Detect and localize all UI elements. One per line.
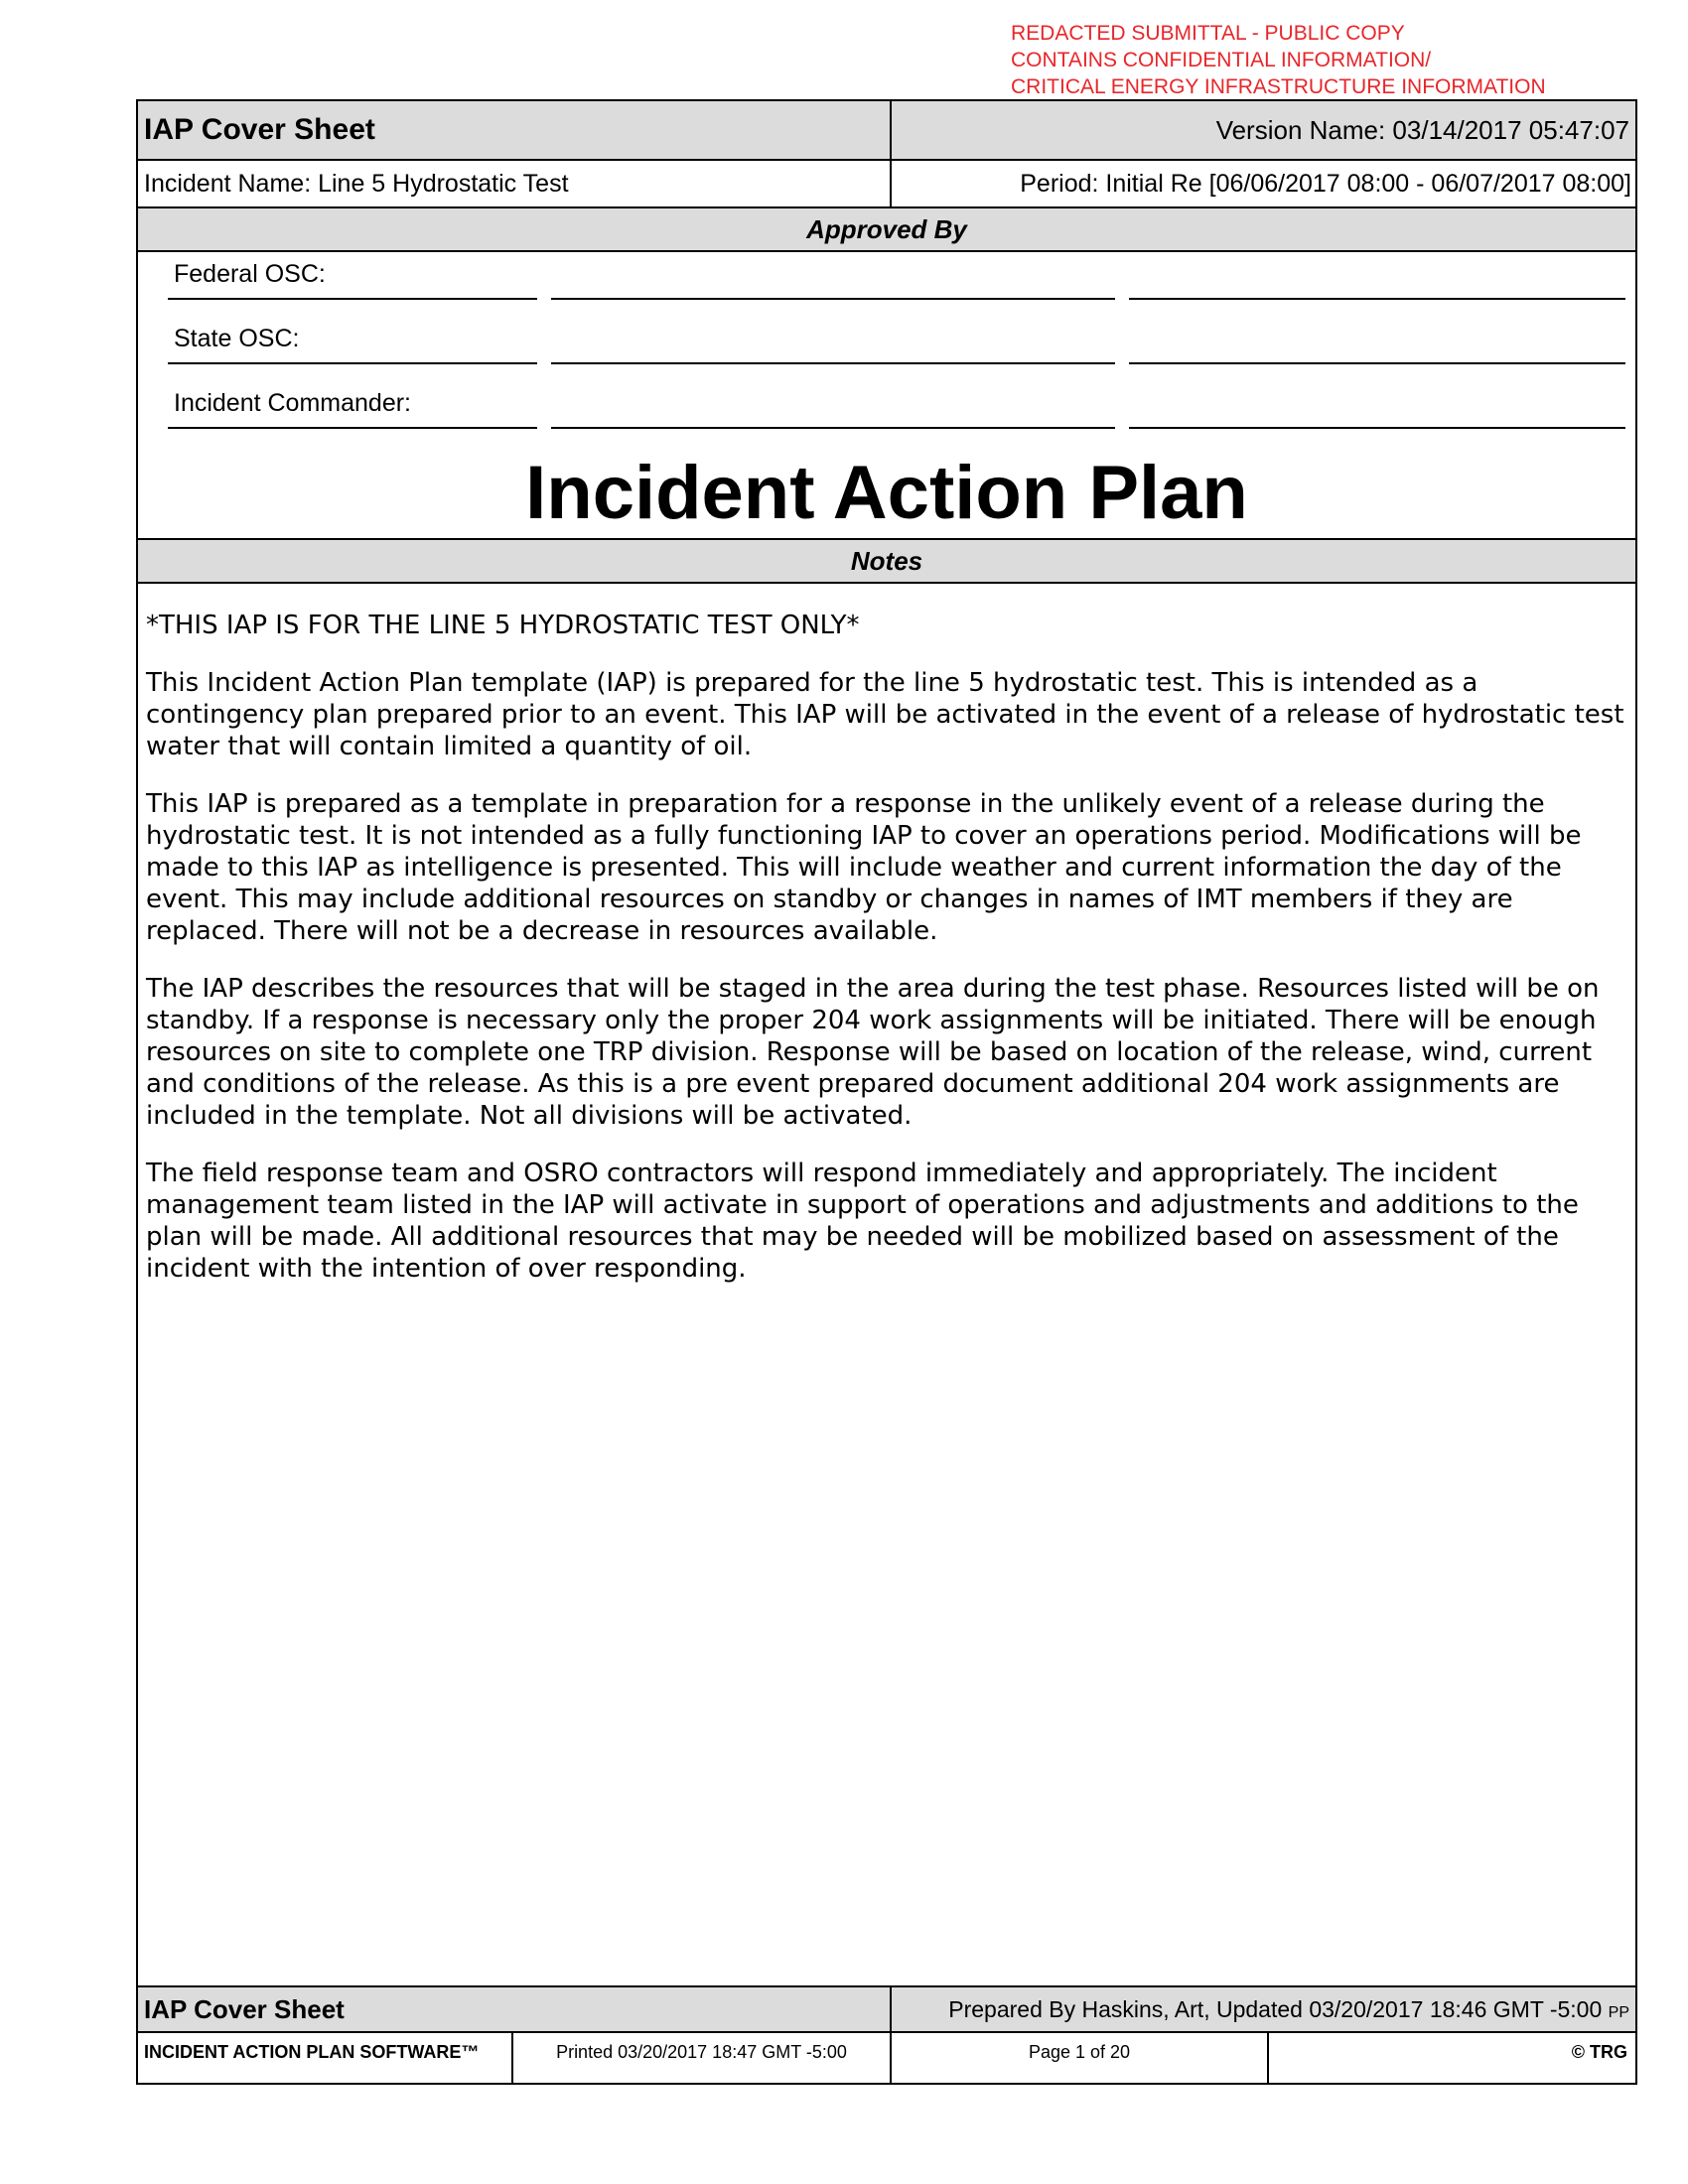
state-osc-date-line[interactable] bbox=[1129, 362, 1625, 364]
federal-osc-name-line[interactable] bbox=[168, 298, 537, 300]
software-name: INCIDENT ACTION PLAN SOFTWARE™ bbox=[144, 2042, 480, 2062]
incident-commander-signature-line[interactable] bbox=[551, 427, 1115, 429]
notes-paragraph: This IAP is prepared as a template in preparation for a response in the unlikely event of a release during the hydrostatic test. It is not intended as a fully functioning IAP to cover an operations period. Modifications will be made to this IAP as intelligence is presented. This will include weather and current information the day of the event. This may include additional resources on standby or changes in names of IMT members if they are replaced. There will not be a decrease in resources available. bbox=[146, 789, 1582, 946]
notes-paragraph: The IAP describes the resources that will be staged in the area during the test phase. Resources listed will be on standby. If a response is necessary only the proper 204 work assignments will be initiated. There will be enough resources on site to complete one TRP division. Response will be based on location of the release, wind, current and conditions of the release. As this is a pre event prepared document additional 204 work assignments are included in the template. Not all divisions will be activated. bbox=[146, 974, 1600, 1131]
printed-date: Printed 03/20/2017 18:47 GMT -5:00 bbox=[556, 2042, 847, 2062]
iap-cover-sheet bbox=[136, 99, 1637, 2085]
prepared-by-text: Prepared By Haskins, Art, Updated 03/20/2017 18:46 GMT -5:00 bbox=[948, 1996, 1603, 2022]
prepared-by bbox=[892, 1987, 1635, 2031]
page-title: Incident Action Plan bbox=[525, 451, 1248, 535]
notes-paragraph: The field response team and OSRO contractors will respond immediately and appropriately. The incident management team listed in the IAP will activate in support of operations and adjustments and additions to the plan will be made. All additional resources that may be needed will be mobilized based on assessment of the incident with the intention of over responding. bbox=[146, 1159, 1579, 1284]
footer-title-row bbox=[138, 1987, 1635, 2031]
page-number: Page 1 of 20 bbox=[1028, 2042, 1131, 2062]
footer-meta-row bbox=[138, 2033, 1635, 2071]
confidentiality-banner bbox=[1011, 20, 1646, 100]
header-info-row bbox=[138, 161, 1635, 206]
banner-line: REDACTED SUBMITTAL - PUBLIC COPY bbox=[1011, 22, 1405, 45]
incident-commander-label: Incident Commander: bbox=[174, 389, 412, 417]
notes-body bbox=[146, 610, 1631, 1310]
operational-period: Period: Initial Re [06/06/2017 08:00 - 06/07/2017 08:00] bbox=[1020, 170, 1631, 198]
banner-line: CONTAINS CONFIDENTIAL INFORMATION/ bbox=[1011, 49, 1432, 71]
federal-osc-label: Federal OSC: bbox=[174, 260, 326, 288]
state-osc-signature-line[interactable] bbox=[551, 362, 1115, 364]
federal-osc-date-line[interactable] bbox=[1129, 298, 1625, 300]
incident-name: Incident Name: Line 5 Hydrostatic Test bbox=[144, 170, 569, 198]
state-osc-name-line[interactable] bbox=[168, 362, 537, 364]
approved-by-heading: Approved By bbox=[138, 208, 1635, 250]
version-name: Version Name: 03/14/2017 05:47:07 bbox=[1215, 115, 1629, 145]
prepared-by-suffix: PP bbox=[1608, 2004, 1629, 2021]
notes-paragraph: *THIS IAP IS FOR THE LINE 5 HYDROSTATIC TEST ONLY* bbox=[146, 611, 860, 640]
sheet-title: IAP Cover Sheet bbox=[144, 113, 375, 146]
notes-paragraph: This Incident Action Plan template (IAP) is prepared for the line 5 hydrostatic test. This is intended as a contingency plan prepared prior to an event. This IAP will be activated in the event of a release of hydrostatic test water that will contain limited a quantity of oil. bbox=[146, 668, 1624, 761]
copyright: © TRG bbox=[1571, 2042, 1627, 2062]
state-osc-label: State OSC: bbox=[174, 325, 300, 352]
banner-line: CRITICAL ENERGY INFRASTRUCTURE INFORMATION bbox=[1011, 75, 1546, 98]
incident-commander-date-line[interactable] bbox=[1129, 427, 1625, 429]
footer-sheet-title: IAP Cover Sheet bbox=[144, 1994, 345, 2024]
incident-commander-name-line[interactable] bbox=[168, 427, 537, 429]
federal-osc-signature-line[interactable] bbox=[551, 298, 1115, 300]
header-title-row bbox=[138, 101, 1635, 161]
notes-heading: Notes bbox=[138, 540, 1635, 582]
